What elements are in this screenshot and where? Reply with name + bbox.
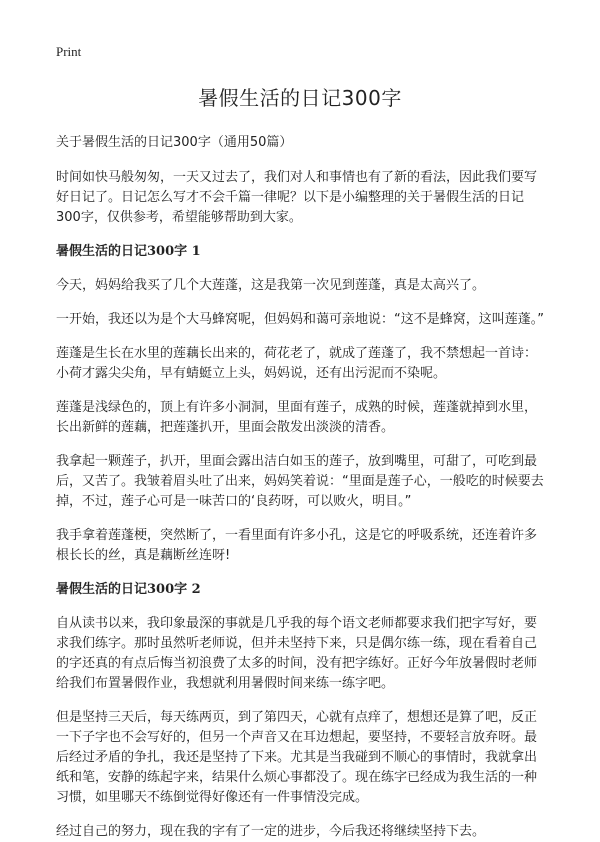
section-1-paragraph: 莲蓬是生长在水里的莲藕长出来的，荷花老了，就成了莲蓬了，我不禁想起一首诗：小荷才露尖尖角，早有蜻蜓立上头，妈妈说，还有出污泥而不染呢。 <box>56 346 538 381</box>
section-heading-2: 暑假生活的日记300字 2 <box>56 582 201 597</box>
section-2-paragraph: 自从读书以来，我印象最深的事就是几乎我的每个语文老师都要求我们把字写好，要求我们练字。那时虽然听老师说，但并未坚持下来，只是偶尔练一练，现在看着自己的字还真的有点后悔当初浪费了太多的时间，没有把字练好。正好今年放暑假时老师给我们布置暑假作业，我想就利用暑假时间来练一练字吧。 <box>56 616 538 691</box>
section-1-paragraph: 一开始，我还以为是个大马蜂窝呢，但妈妈和蔼可亲地说：“这不是蜂窝，这叫莲蓬。” <box>56 312 544 327</box>
intro-paragraph: 时间如快马般匆匆，一天又过去了，我们对人和事情也有了新的看法，因此我们要写好日记了。日记怎么写才不会千篇一律呢？以下是小编整理的关于暑假生活的日记300字，仅供参考，希望能够帮助到大家。 <box>56 170 538 225</box>
document-subtitle: 关于暑假生活的日记300字（通用50篇） <box>56 135 293 150</box>
section-2-paragraph: 但是坚持三天后，每天练两页，到了第四天，心就有点痒了，想想还是算了吧，反正一下子字也不会写好的，但另一个声音又在耳边想起，要坚持，不要轻言放弃呀。最后经过矛盾的争扎，我还是坚持了下来。尤其是当我碰到不顺心的事情时，我就拿出纸和笔，安静的练起字来，结果什么烦心事都没了。现在练字已经成为我生活的一种习惯，如里哪天不练倒觉得好像还有一件事情没完成。 <box>56 710 538 805</box>
section-1-paragraph: 今天，妈妈给我买了几个大莲蓬，这是我第一次见到莲蓬，真是太高兴了。 <box>56 278 486 293</box>
page-title: 暑假生活的日记300字 <box>198 86 402 110</box>
section-2-paragraph: 经过自己的努力，现在我的字有了一定的进步，今后我还将继续坚持下去。 <box>56 824 486 839</box>
section-heading-1: 暑假生活的日记300字 1 <box>56 244 201 259</box>
print-link[interactable]: Print <box>56 44 82 59</box>
section-1-paragraph: 我手拿着莲蓬梗，突然断了，一看里面有许多小孔，这是它的呼吸系统，还连着许多根长长的丝，真是藕断丝连呀! <box>56 528 538 563</box>
section-1-paragraph: 我拿起一颗莲子，扒开，里面会露出洁白如玉的莲子，放到嘴里，可甜了，可吃到最后，又苦了。我皱着眉头吐了出来，妈妈笑着说：“里面是莲子心，一般吃的时候要去掉，不过，莲子心可是一味苦口的‘良药呀，可以败火，明目。” <box>56 454 544 509</box>
section-1-paragraph: 莲蓬是浅绿色的，顶上有许多小洞洞，里面有莲子，成熟的时候，莲蓬就掉到水里，长出新鲜的莲藕，把莲蓬扒开，里面会散发出淡淡的清香。 <box>56 400 538 435</box>
